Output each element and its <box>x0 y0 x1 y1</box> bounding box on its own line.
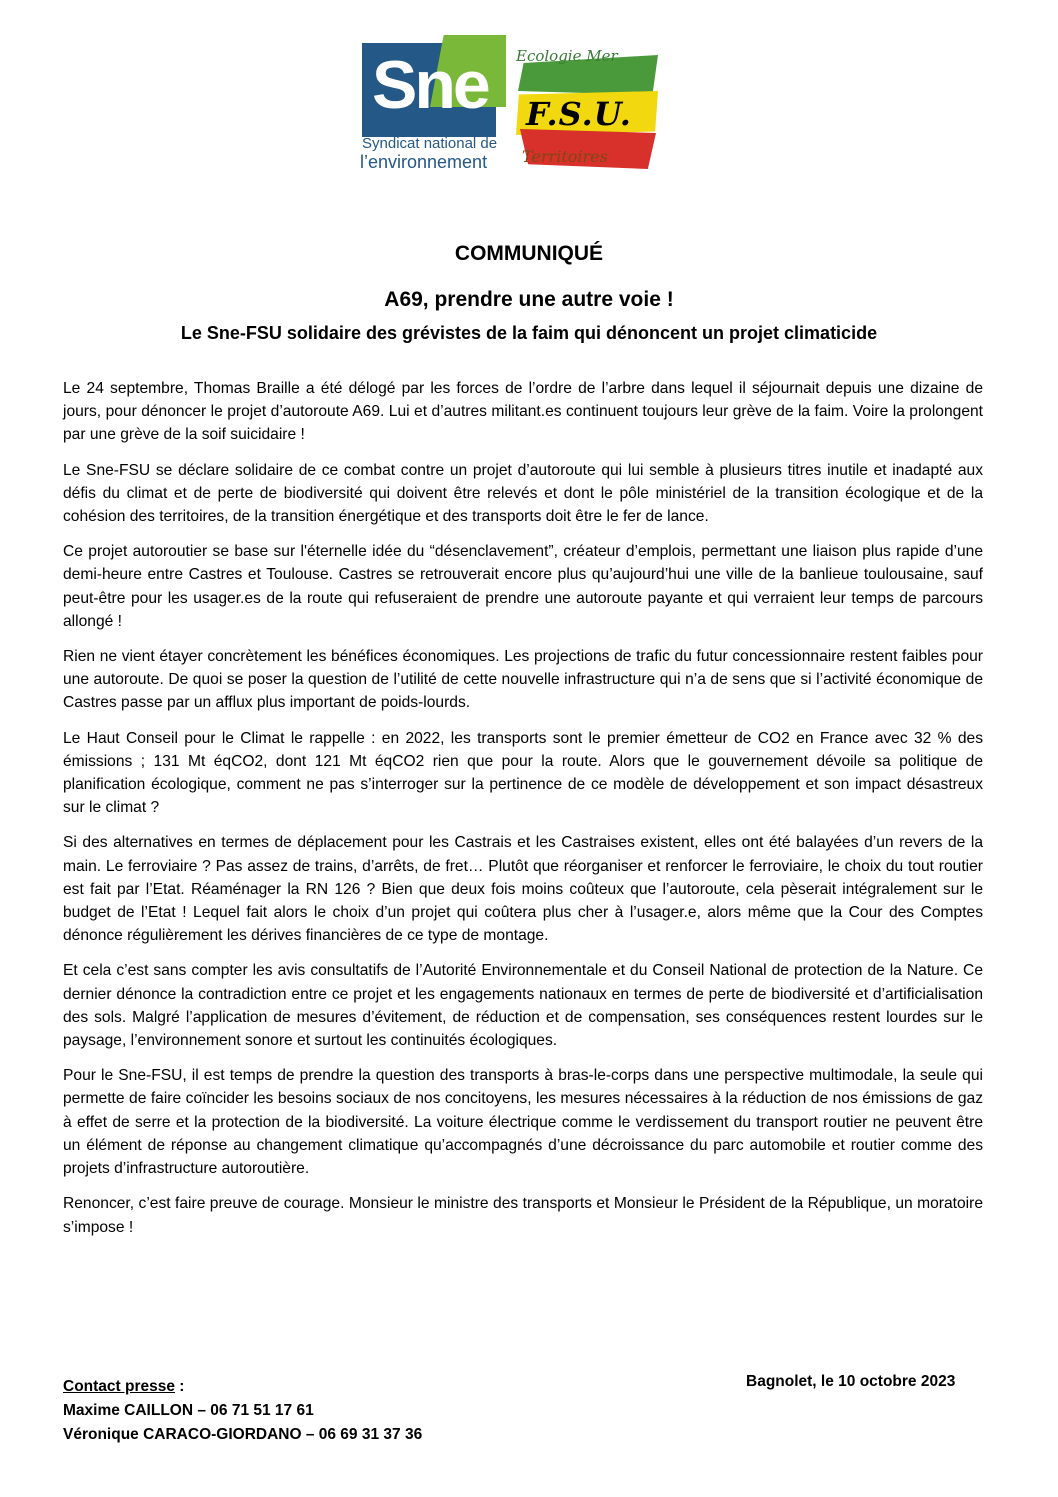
paragraph: Ce projet autoroutier se base sur l'éternelle idée du “désenclavement”, créateur d’emplois, permettant une liaison plus rapide d’une demi-heure entre Castres et Toulouse. Castres se retrouverait encore plus qu’aujourd’hui une ville de la banlieue toulousaine, sauf peut-être pour les usager.es de la route qui refuseraient de prendre une autoroute payante et qui verraient leur temps de parcours allongé ! <box>63 543 983 630</box>
sne-logo <box>360 35 510 175</box>
press-contact <box>63 1375 422 1447</box>
contact-line-1: Maxime CAILLON – 06 71 51 17 61 <box>63 1402 314 1419</box>
paragraph: Pour le Sne-FSU, il est temps de prendre la question des transports à bras-le-corps dans une perspective multimodale, la seule qui permette de faire coïncider les besoins sociaux de nos concitoyens, les mesures nécessaires à la réduction de nos émissions de gaz à effet de serre et la protection de la biodiversité. La voiture électrique comme le verdissement du transport routier ne peuvent être un élément de réponse au changement climatique qu’accompagnés d’une décroissance du parc automobile et routier comme des projets d’infrastructure autoroutière. <box>63 1067 983 1178</box>
contact-line-2: Véronique CARACO-GIORDANO – 06 69 31 37 36 <box>63 1426 423 1443</box>
fsu-logo-bottom-text: Territoires <box>522 147 608 166</box>
paragraph: Rien ne vient étayer concrètement les bénéfices économiques. Les projections de trafic du futur concessionnaire restent faibles pour une autoroute. De quoi se poser la question de l’utilité de cette nouvelle infrastructure qui n’a de sens que si l’activité économique de Castres passe par un afflux plus important de poids-lourds. <box>63 648 983 712</box>
paragraph: Et cela c’est sans compter les avis consultatifs de l’Autorité Environnementale et du Conseil National de protection de la Nature. Ce dernier dénonce la contradiction entre ce projet et les engagements nationaux en termes de perte de biodiversité et d’artificialisation des sols. Malgré l’application de mesures d’évitement, de réduction et de compensation, ses conséquences restent lourdes sur le paysage, l’environnement sonore et surtout les continuités écologiques. <box>63 962 983 1050</box>
fsu-logo-top-text: Ecologie Mer <box>516 47 618 65</box>
sne-logo-subtitle-line2: l’environnement <box>360 152 488 172</box>
communique-label: COMMUNIQUÉ <box>454 242 604 265</box>
fsu-logo <box>516 43 662 175</box>
sne-logo-subtitle-line1: Syndicat national de <box>362 135 498 152</box>
paragraph: Le Sne-FSU se déclare solidaire de ce combat contre un projet d’autoroute qui lui semble à plusieurs titres inutile et inadapté aux défis du climat et de perte de biodiversité qui doivent être relevés et dont le pôle ministériel de la transition écologique et de la cohésion des territoires, de la transition énergétique et des transports doit être le fer de lance. <box>63 461 983 526</box>
page-subtitle: Le Sne-FSU solidaire des grévistes de la faim qui dénoncent un projet climaticide <box>180 323 878 343</box>
contact-heading <box>63 1375 422 1399</box>
paragraph: Renoncer, c’est faire preuve de courage. Monsieur le ministre des transports et Monsieur le Président de la République, un moratoire s’impose ! <box>63 1195 983 1236</box>
contact-label: Contact presse <box>63 1378 175 1395</box>
logo-group <box>360 35 680 175</box>
paragraph: Si des alternatives en termes de déplacement pour les Castrais et les Castraises existent, elles ont été balayées d’un revers de la main. Le ferroviaire ? Pas assez de trains, d’arrêts, de fret… Plutôt que réorganiser et renforcer le ferroviaire, le choix du tout routier est fait par l’Etat. Réaménager la RN 126 ? Bien que deux fois moins coûteux que l’autoroute, cela pèserait intégralement sur le budget de l’Etat ! Lequel fait alors le choix d’un projet qui coûtera plus cher à l’usager.e, alors même que la Cour des Comptes dénonce régulièrement les dérives financières de ce type de montage. <box>63 834 983 945</box>
fsu-logo-main-text: F.S.U. <box>526 95 632 133</box>
body-text <box>63 377 983 1251</box>
sne-logo-wordmark: Sne <box>372 47 488 123</box>
place-date: Bagnolet, le 10 octobre 2023 <box>746 1373 956 1390</box>
paragraph: Le Haut Conseil pour le Climat le rappelle : en 2022, les transports sont le premier émetteur de CO2 en France avec 32 % des émissions ; 131 Mt éqCO2, dont 121 Mt éqCO2 rien que pour la route. Alors que le gouvernement dévoile sa politique de planification écologique, comment ne pas s’interroger sur la pertinence de ce modèle de développement et son impact désastreux sur le climat ? <box>63 729 983 817</box>
contact-label-separator: : <box>174 1378 185 1395</box>
paragraph: Le 24 septembre, Thomas Braille a été délogé par les forces de l’ordre de l’arbre dans lequel il séjournait depuis une dizaine de jours, pour dénoncer le projet d’autoroute A69. Lui et d’autres militant.es continuent toujours leur grève de la faim. Voire la prolongent par une grève de la soif suicidaire ! <box>63 380 983 444</box>
page-title: A69, prendre une autre voie ! <box>384 288 674 311</box>
